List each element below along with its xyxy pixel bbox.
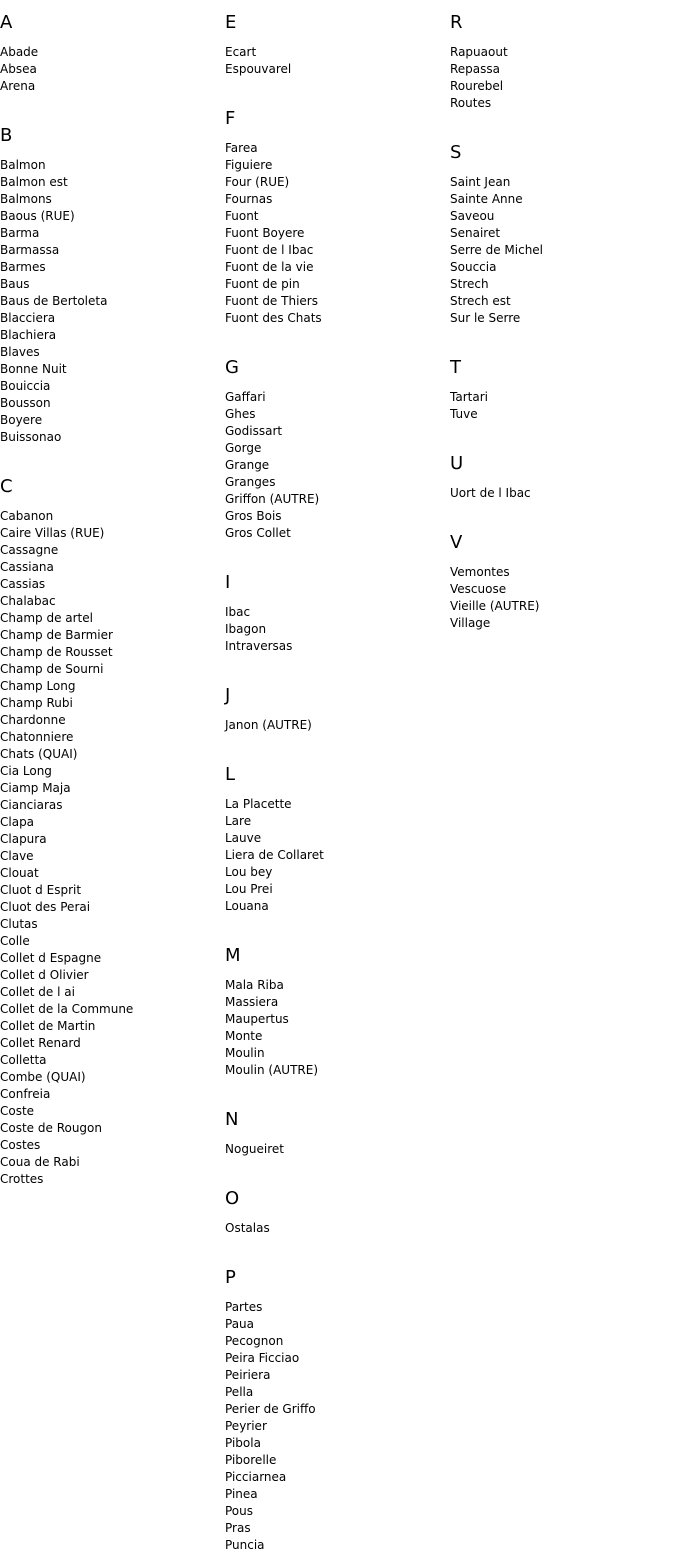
place-name-link[interactable]: Pinea <box>225 1487 258 1501</box>
place-name-link[interactable]: Collet de l ai <box>0 985 75 999</box>
section-letter-heading: I <box>225 572 231 593</box>
place-name-link[interactable]: Clapa <box>0 815 35 829</box>
place-name-link[interactable]: Ciamp Maja <box>0 781 71 795</box>
place-name-link[interactable]: Four (RUE) <box>225 175 290 189</box>
place-name-link[interactable]: Cluot des Perai <box>0 900 91 914</box>
place-name-link[interactable]: Strech est <box>450 294 511 308</box>
place-name-link[interactable]: Coste de Rougon <box>0 1121 102 1135</box>
place-name-link[interactable]: Balmon est <box>0 175 68 189</box>
place-name-link[interactable]: Griffon (AUTRE) <box>225 492 320 506</box>
place-name-link[interactable]: Collet d Espagne <box>0 951 102 965</box>
place-name-link[interactable]: Fuont Boyere <box>225 226 305 240</box>
place-list <box>0 36 222 95</box>
place-name-link[interactable]: Barmassa <box>0 243 60 257</box>
place-name-link[interactable]: Nogueiret <box>225 1142 285 1156</box>
place-name-link[interactable]: Fuont <box>225 209 259 223</box>
place-name-link[interactable]: Strech <box>450 277 489 291</box>
place-name-link[interactable]: Uort de l Ibac <box>450 486 531 500</box>
section-spacer <box>450 423 672 441</box>
place-name-link[interactable]: Champ Long <box>0 679 76 693</box>
place-name-link[interactable]: Combe (QUAI) <box>0 1070 86 1084</box>
place-name-link[interactable]: Gorge <box>225 441 262 455</box>
section-letter-heading: T <box>450 357 461 378</box>
place-list <box>225 788 447 915</box>
index-column-2 <box>225 0 447 1554</box>
section-spacer <box>225 542 447 560</box>
letter-section <box>225 345 447 560</box>
section-spacer <box>225 1158 447 1176</box>
place-name-link[interactable]: Blacciera <box>0 311 56 325</box>
section-letter-heading: B <box>0 125 13 146</box>
place-name-link[interactable]: Gaffari <box>225 390 266 404</box>
place-name-link[interactable]: Rourebel <box>450 79 504 93</box>
place-name-link[interactable]: Baus <box>0 277 30 291</box>
letter-section <box>0 0 222 113</box>
place-name-link[interactable]: Baous (RUE) <box>0 209 75 223</box>
place-list <box>225 36 447 78</box>
place-name-link[interactable]: Partes <box>225 1300 263 1314</box>
letter-section <box>450 0 672 130</box>
place-name-link[interactable]: Ecart <box>225 45 257 59</box>
letter-section <box>0 113 222 464</box>
place-name-link[interactable]: Liera de Collaret <box>225 848 324 862</box>
place-list <box>225 596 447 655</box>
place-list <box>225 1291 447 1554</box>
place-name-link[interactable]: Serre de Michel <box>450 243 544 257</box>
place-name-link[interactable]: Clutas <box>0 917 38 931</box>
place-name-link[interactable]: Lou bey <box>225 865 273 879</box>
place-list <box>450 477 672 502</box>
place-name-link[interactable]: Figuiere <box>225 158 273 172</box>
place-name-link[interactable]: Ibac <box>225 605 251 619</box>
place-list <box>225 969 447 1079</box>
section-letter-heading: N <box>225 1109 239 1130</box>
section-spacer <box>225 78 447 96</box>
place-name-link[interactable]: Collet de Martin <box>0 1019 96 1033</box>
place-name-link[interactable]: Buissonao <box>0 430 62 444</box>
place-name-link[interactable]: Fuont de la vie <box>225 260 314 274</box>
place-name-link[interactable]: Piborelle <box>225 1453 277 1467</box>
letter-section <box>225 1097 447 1176</box>
place-name-link[interactable]: Intraversas <box>225 639 293 653</box>
place-name-link[interactable]: Fuont des Chats <box>225 311 322 325</box>
place-name-link[interactable]: Espouvarel <box>225 62 292 76</box>
place-name-link[interactable]: Balmon <box>0 158 46 172</box>
letter-section <box>450 520 672 632</box>
section-letter-heading: C <box>0 476 13 497</box>
place-name-link[interactable]: Pras <box>225 1521 251 1535</box>
place-name-link[interactable]: Souccia <box>450 260 497 274</box>
place-list <box>450 381 672 423</box>
letter-section <box>225 560 447 673</box>
place-name-link[interactable]: Peira Ficciao <box>225 1351 300 1365</box>
section-spacer <box>450 112 672 130</box>
place-name-link[interactable]: Lauve <box>225 831 262 845</box>
place-name-link[interactable]: Blaves <box>0 345 40 359</box>
place-name-link[interactable]: Monte <box>225 1029 263 1043</box>
place-name-link[interactable]: La Placette <box>225 797 292 811</box>
section-letter-heading: L <box>225 764 236 785</box>
place-name-link[interactable]: Tuve <box>450 407 478 421</box>
place-name-link[interactable]: Cassagne <box>0 543 59 557</box>
letter-section <box>225 96 447 345</box>
place-name-link[interactable]: Puncia <box>225 1538 265 1552</box>
place-name-link[interactable]: Cia Long <box>0 764 52 778</box>
letter-section <box>0 464 222 1188</box>
place-name-link[interactable]: Peiriera <box>225 1368 271 1382</box>
place-name-link[interactable]: Fuont de l Ibac <box>225 243 314 257</box>
place-name-link[interactable]: Bonne Nuit <box>0 362 67 376</box>
place-name-link[interactable]: Balmons <box>0 192 52 206</box>
place-name-link[interactable]: Farea <box>225 141 258 155</box>
place-name-link[interactable]: Crottes <box>0 1172 44 1186</box>
place-name-link[interactable]: Cianciaras <box>0 798 63 812</box>
place-name-link[interactable]: Clave <box>0 849 34 863</box>
place-name-link[interactable]: Moulin <box>225 1046 265 1060</box>
place-name-link[interactable]: Lare <box>225 814 252 828</box>
section-letter-heading: E <box>225 12 237 33</box>
place-name-link[interactable]: Cassiana <box>0 560 54 574</box>
place-name-link[interactable]: Louana <box>225 899 269 913</box>
section-letter-heading: P <box>225 1267 236 1288</box>
place-name-link[interactable]: Colle <box>0 934 30 948</box>
place-name-link[interactable]: Bousson <box>0 396 51 410</box>
place-name-link[interactable]: Colletta <box>0 1053 47 1067</box>
section-letter-heading: A <box>0 12 13 33</box>
letter-section <box>225 0 447 96</box>
place-name-link[interactable]: Perier de Griffo <box>225 1402 316 1416</box>
place-name-link[interactable]: Barmes <box>0 260 46 274</box>
place-name-link[interactable]: Fuont de pin <box>225 277 300 291</box>
place-name-link[interactable]: Vemontes <box>450 565 510 579</box>
letter-section <box>450 130 672 345</box>
section-letter-heading: S <box>450 142 462 163</box>
section-letter-heading: O <box>225 1188 240 1209</box>
section-letter-heading: V <box>450 532 463 553</box>
place-name-link[interactable]: Costes <box>0 1138 41 1152</box>
place-name-link[interactable]: Paua <box>225 1317 255 1331</box>
place-name-link[interactable]: Clouat <box>0 866 39 880</box>
letter-section <box>450 345 672 441</box>
place-name-link[interactable]: Janon (AUTRE) <box>225 718 312 732</box>
place-name-link[interactable]: Sur le Serre <box>450 311 521 325</box>
place-name-link[interactable]: Pous <box>225 1504 254 1518</box>
place-name-link[interactable]: Saint Jean <box>450 175 511 189</box>
place-name-link[interactable]: Vescuose <box>450 582 507 596</box>
place-name-link[interactable]: Peyrier <box>225 1419 267 1433</box>
section-spacer <box>0 446 222 464</box>
place-name-link[interactable]: Champ Rubi <box>0 696 73 710</box>
section-letter-heading: G <box>225 357 239 378</box>
place-name-link[interactable]: Coste <box>0 1104 35 1118</box>
place-list <box>0 149 222 446</box>
place-name-link[interactable]: Grange <box>225 458 270 472</box>
section-letter-heading: R <box>450 12 463 33</box>
section-spacer <box>225 327 447 345</box>
place-name-link[interactable]: Rapuaout <box>450 45 508 59</box>
place-name-link[interactable]: Pibola <box>225 1436 261 1450</box>
place-name-link[interactable]: Champ de artel <box>0 611 93 625</box>
place-name-link[interactable]: Ibagon <box>225 622 267 636</box>
section-spacer <box>225 734 447 752</box>
place-name-link[interactable]: Picciarnea <box>225 1470 287 1484</box>
place-list <box>450 166 672 327</box>
place-name-link[interactable]: Village <box>450 616 491 630</box>
place-name-link[interactable]: Chats (QUAI) <box>0 747 78 761</box>
place-list <box>0 500 222 1188</box>
letter-section <box>225 752 447 933</box>
place-name-link[interactable]: Barma <box>0 226 40 240</box>
place-name-link[interactable]: Abade <box>0 45 39 59</box>
section-spacer <box>450 502 672 520</box>
place-list <box>450 556 672 632</box>
place-name-link[interactable]: Blachiera <box>0 328 57 342</box>
letter-section <box>450 441 672 520</box>
letter-section <box>225 933 447 1097</box>
place-name-link[interactable]: Boyere <box>0 413 43 427</box>
place-name-link[interactable]: Cluot d Esprit <box>0 883 82 897</box>
place-name-link[interactable]: Saveou <box>450 209 495 223</box>
place-name-link[interactable]: Fuont de Thiers <box>225 294 318 308</box>
section-spacer <box>225 1237 447 1255</box>
place-name-link[interactable]: Champ de Sourni <box>0 662 104 676</box>
section-spacer <box>450 327 672 345</box>
section-spacer <box>225 915 447 933</box>
place-name-link[interactable]: Chardonne <box>0 713 66 727</box>
section-letter-heading: U <box>450 453 464 474</box>
place-name-link[interactable]: Massiera <box>225 995 279 1009</box>
place-name-link[interactable]: Pecognon <box>225 1334 284 1348</box>
place-name-link[interactable]: Moulin (AUTRE) <box>225 1063 318 1077</box>
letter-section <box>225 1176 447 1255</box>
section-letter-heading: J <box>225 685 231 706</box>
place-name-link[interactable]: Collet Renard <box>0 1036 81 1050</box>
place-name-link[interactable]: Bouiccia <box>0 379 51 393</box>
place-name-link[interactable]: Godissart <box>225 424 283 438</box>
place-name-link[interactable]: Ostalas <box>225 1221 270 1235</box>
place-name-link[interactable]: Mala Riba <box>225 978 284 992</box>
place-name-link[interactable]: Champ de Barmier <box>0 628 113 642</box>
place-name-link[interactable]: Caire Villas (RUE) <box>0 526 105 540</box>
place-name-link[interactable]: Baus de Bertoleta <box>0 294 108 308</box>
place-name-link[interactable]: Chalabac <box>0 594 56 608</box>
place-name-link[interactable]: Collet de la Commune <box>0 1002 134 1016</box>
place-name-link[interactable]: Clapura <box>0 832 47 846</box>
place-name-link[interactable]: Cabanon <box>0 509 54 523</box>
section-letter-heading: F <box>225 108 236 129</box>
place-name-link[interactable]: Absea <box>0 62 37 76</box>
place-name-link[interactable]: Champ de Rousset <box>0 645 113 659</box>
place-name-link[interactable]: Vieille (AUTRE) <box>450 599 540 613</box>
place-name-link[interactable]: Gros Bois <box>225 509 282 523</box>
section-spacer <box>225 1079 447 1097</box>
place-name-link[interactable]: Lou Prei <box>225 882 273 896</box>
index-column-1 <box>0 0 222 1188</box>
place-name-link[interactable]: Chatonniere <box>0 730 74 744</box>
index-column-3 <box>450 0 672 632</box>
letter-section <box>225 673 447 752</box>
place-list <box>225 132 447 327</box>
place-name-link[interactable]: Gros Collet <box>225 526 291 540</box>
place-name-link[interactable]: Maupertus <box>225 1012 289 1026</box>
place-name-link[interactable]: Routes <box>450 96 492 110</box>
section-letter-heading: M <box>225 945 241 966</box>
place-list <box>225 1133 447 1158</box>
place-name-link[interactable]: Repassa <box>450 62 501 76</box>
place-name-link[interactable]: Tartari <box>450 390 488 404</box>
place-list <box>450 36 672 112</box>
place-name-link[interactable]: Coua de Rabi <box>0 1155 80 1169</box>
place-list <box>225 381 447 542</box>
place-name-link[interactable]: Ghes <box>225 407 256 421</box>
place-name-link[interactable]: Arena <box>0 79 36 93</box>
letter-section <box>225 1255 447 1554</box>
place-name-link[interactable]: Senairet <box>450 226 501 240</box>
place-name-link[interactable]: Confreia <box>0 1087 51 1101</box>
place-name-link[interactable]: Cassias <box>0 577 46 591</box>
place-name-link[interactable]: Collet d Olivier <box>0 968 89 982</box>
place-list <box>225 1212 447 1237</box>
place-list <box>225 709 447 734</box>
place-name-link[interactable]: Sainte Anne <box>450 192 523 206</box>
section-spacer <box>0 95 222 113</box>
place-name-link[interactable]: Granges <box>225 475 276 489</box>
place-name-link[interactable]: Fournas <box>225 192 273 206</box>
place-name-link[interactable]: Pella <box>225 1385 254 1399</box>
section-spacer <box>225 655 447 673</box>
